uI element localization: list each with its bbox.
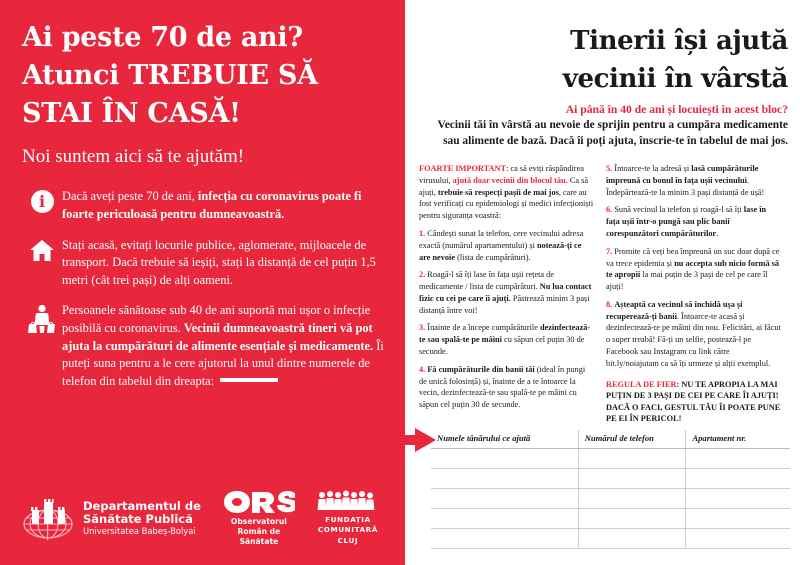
step-4-b: Fă cumpărăturile din banii tăi [427,364,535,374]
table-cell-name[interactable] [431,469,578,489]
step-6 [606,204,781,239]
step-5-number: 5. [606,164,613,174]
step-7 [606,246,781,293]
fcc-logo-line3: CLUJ [337,535,359,545]
table-row[interactable] [431,469,790,489]
ubb-crest-icon [22,494,74,542]
step-5-a: Întoarce-te la adresă și [612,164,692,174]
table-cell-apartment[interactable] [686,509,790,529]
table-body [431,449,790,549]
step-1-c: (lista de cumpărături). [455,252,531,262]
ors-logo-line1: Observatorul [230,517,287,527]
very-important-part2: . Ca să ajuți, [419,175,589,197]
bullet-shopping-text-plain1: Persoanele sănătoase sub 40 de ani suportă mai ușor o infecție posibilă cu coronavirus. [62,303,371,336]
table-header-apartment: Apartament nr. [686,430,790,449]
left-headline-line3: STAI ÎN CASĂ! [22,97,241,129]
step-8-c: . Întoarce-te acasă și dezinfectează-te pe mâini din nou. Felicitări, ai făcut o super treabă! Fă-ți un selfie, postează-l pe Facebook sau Instagram cu link către bit.ly/noiajutam ca să îți urmeze și alții exemplul. [606,311,781,368]
right-sub-black: Vecinii tăi în vârstă au nevoie de sprijin pentru a cumpăra medicamente sau alimente de bază. Dacă îi poți ajuta, înscrie-te în tabelul de mai jos. [437,119,788,147]
table-cell-apartment[interactable] [686,489,790,509]
step-7-number: 7. [606,246,613,256]
step-4-c: (ideal în pungi de unică folosință) și, înainte de a te întoarce la vecin, dezinfectează-te sau spală-te pe mâini cu săpun cel puțin 30 de secunde. [419,364,586,410]
table-row[interactable] [431,529,790,549]
table-row[interactable] [431,509,790,529]
signup-table-wrapper [431,430,790,549]
bullet-item-shopping-help [22,302,387,390]
step-3-a: Înainte de a începe cumpărăturile [425,323,540,333]
steps-column-right [606,163,781,431]
table-cell-name[interactable] [431,449,578,469]
step-7-a: Promite că veți bea împreună un suc doar după ce va trece epidemia și [606,246,780,268]
table-cell-name[interactable] [431,489,578,509]
step-6-c: . [716,229,719,238]
step-1-b: notează-ți ce are nevoie [419,240,582,262]
fundatia-comunitara-cluj-logo [317,490,379,546]
step-8-b: Așteaptă ca vecinul să închidă ușa și recuperează-ți banii [606,299,743,321]
ors-wordmark-icon [223,489,295,515]
arrow-right-icon [375,427,437,453]
bullet-shopping-text-plain2: Îi puteți suna pentru a le cere ajutorul la unul dintre numerele de telefon din tabelul din dreapta: [62,338,384,388]
step-8 [606,299,781,370]
ubb-logo-line1: Departamentul de [83,499,201,514]
steps-column-left [419,163,594,431]
ors-logo-text [231,517,287,547]
left-headline-line2: Atunci TREBUIE SĂ [22,59,318,91]
table-cell-apartment[interactable] [686,469,790,489]
very-important-part1: : ca să eviți răspândirea virusului, [419,164,584,185]
step-2 [419,269,594,316]
table-row[interactable] [431,449,790,469]
step-1-a: Cândești sunat la telefon, cere vecinului adresa exactă (numărul apartamentului) și [419,229,584,250]
step-1-number: 1. [419,229,426,238]
step-6-number: 6. [606,205,613,215]
ubb-logo-line3: Universitatea Babeș-Bolyai [83,525,196,536]
very-important-label: FOARTE IMPORTANT [419,164,507,174]
right-sub-red: Ai până în 40 de ani și locuiești în acest bloc? [565,103,788,117]
fcc-logo-line1: FUNDAȚIA [325,515,371,525]
step-5-c: . Îndepărtează-te la minim 3 pași distanță de ușă! [606,175,765,197]
golden-rule-paragraph [606,379,781,425]
bullet-info-text [62,188,387,223]
table-cell-phone[interactable] [578,509,686,529]
table-header-row [431,430,790,449]
step-4 [419,364,594,411]
table-cell-name[interactable] [431,529,578,549]
info-icon [22,188,62,213]
pointer-rule [220,378,278,382]
step-3-b: dezinfectează-te sau spală-te pe mâini [419,323,591,345]
bullet-info-text-bold: infecția cu coronavirus poate fi foarte periculoasă pentru dumneavoastră. [62,189,362,221]
step-6-a: Sună vecinul la telefon și roagă-l să îți [612,205,744,215]
ors-logo [223,489,295,547]
left-subhead: Noi suntem aici să te ajutăm! [22,145,245,167]
fcc-logo-text [318,515,378,546]
step-3-number: 3. [419,323,426,333]
info-icon-glyph: i [31,190,54,213]
table-cell-apartment[interactable] [686,529,790,549]
table-cell-phone[interactable] [578,469,686,489]
bullet-info-text-plain: Dacă aveți peste 70 de ani, [62,189,198,204]
golden-rule-label: REGULA DE FIER [606,379,677,389]
table-row[interactable] [431,489,790,509]
ors-logo-line3: Sănătate [239,537,279,547]
step-2-c: Păstrează minim 3 pași distanță între voi! [419,293,590,315]
very-important-part3: , care au fost verificați cu epidemiologi și medici infecționiști pentru siguranța voastră: [419,187,594,221]
step-1 [419,228,594,263]
people-group-icon [317,490,379,512]
table-cell-name[interactable] [431,509,578,529]
table-cell-phone[interactable] [578,449,686,469]
step-3 [419,322,594,357]
step-2-number: 2. [419,270,426,280]
bullet-item-stay-home [22,237,387,290]
bullet-shopping-text [62,302,387,390]
table-cell-phone[interactable] [578,529,686,549]
ubb-public-health-logo [22,494,201,542]
golden-rule-text: : NU TE APROPIA LA MAI PUȚIN DE 3 PAȘI DE CEI PE CARE ÎI AJUȚI! DACĂ O FACI, GESTUL TĂU ÎI POATE PUNE PE EI ÎN PERICOL! [606,379,781,424]
table-cell-phone[interactable] [578,489,686,509]
right-panel [405,0,800,565]
left-headline-line1: Ai peste 70 de ani? [22,22,303,53]
golden-rule-block [606,379,781,425]
step-2-a: Roagă-l să îți lase în fața ușii rețeta de medicamente / lista de cumpărături. [419,270,555,292]
step-7-c: la mai puțin de 3 pași de cel pe care îl ajuți! [606,270,768,292]
very-important-highlight: ajută doar vecinii din blocul tău [452,175,566,185]
shopper-icon [22,302,62,336]
table-cell-apartment[interactable] [686,449,790,469]
step-5-b: lasă cumpărăturile împreună cu bonul în fața ușii vecinului [606,164,759,185]
bullet-stay-home-text: Stați acasă, evitați locurile publice, aglomerate, mijloacele de transport. Dacă trebuie să ieșiți, stați la distanță de cel puțin 1,5 metri (cât trei pași) de alți oameni. [62,237,376,287]
signup-table[interactable] [431,430,790,549]
ors-logo-line2: Român de [237,527,281,537]
step-6-b: lase în fața ușii într-o pungă sau plic banii corespunzători cumpărăturilor [606,205,767,238]
ubb-logo-line2: Sănătate Publică [83,512,193,526]
step-2-b: Nu lua contact fizic cu cei pe care îi ajuți. [419,282,592,303]
step-8-number: 8. [606,299,613,309]
step-5 [606,163,781,198]
ubb-logo-text [83,500,201,536]
logo-row [22,489,391,547]
very-important-bold: trebuie să respecți pașii de mai jos [437,187,559,197]
bullet-shopping-text-bold: Vecinii dumneavoastră tineri vă pot ajuta la cumpărături de alimente esențiale și medicamente. [62,321,374,353]
right-headline-line1: Tinerii își ajută [570,26,788,56]
step-4-number: 4. [419,364,426,374]
step-7-b: nu accepta sub nicio formă să te apropii [606,258,780,280]
table-header-phone: Numărul de telefon [578,430,686,449]
step-3-c: cu săpun cel puțin 30 de secunde. [419,335,585,357]
fcc-logo-line2: COMUNITARĂ [317,525,378,535]
steps-columns [419,163,788,431]
home-icon [22,237,62,262]
left-bullet-list [22,188,387,390]
right-headline-line2: vecinii în vârstă [562,64,788,95]
very-important-paragraph [419,163,594,222]
bullet-item-info [22,188,387,223]
table-header-name: Numele tânărului ce ajută [431,430,578,449]
